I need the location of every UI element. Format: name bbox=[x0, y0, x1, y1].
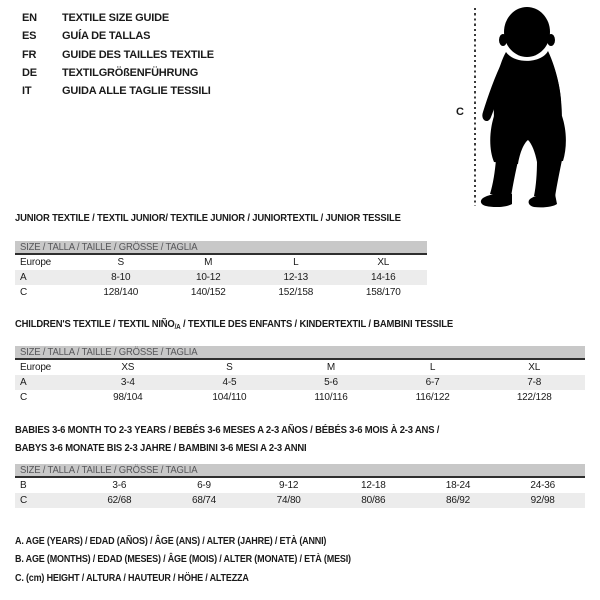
table-row bbox=[15, 285, 427, 300]
table-cell: Europe bbox=[20, 257, 52, 268]
table-cell: 74/80 bbox=[276, 495, 301, 506]
table-cell: 158/170 bbox=[365, 287, 401, 298]
table-cell: 6-7 bbox=[425, 377, 440, 388]
table-row bbox=[15, 255, 427, 270]
table-cell: L bbox=[429, 362, 436, 373]
table-cell: 5-6 bbox=[324, 377, 338, 388]
table-row bbox=[15, 478, 585, 493]
children-title-post: / TEXTILE DES ENFANTS / KINDERTEXTIL / BAMBINI TESSILE bbox=[180, 318, 453, 330]
table-cell: 110/116 bbox=[314, 392, 348, 403]
table-cell: A bbox=[20, 272, 27, 283]
table-cell: 12-18 bbox=[361, 480, 386, 491]
table-cell: 86/92 bbox=[445, 495, 470, 506]
babies-title-line2: BABYS 3-6 MONATE BIS 2-3 JAHRE / BAMBINI 3-6 MESI A 2-3 ANNI bbox=[15, 442, 307, 454]
language-code: DE bbox=[22, 66, 37, 79]
size-header-label: SIZE / TALLA / TAILLE / GRÖSSE / TAGLIA bbox=[20, 242, 198, 253]
table-cell: XL bbox=[528, 362, 541, 373]
language-row-de bbox=[22, 64, 214, 82]
size-header-bar bbox=[15, 241, 427, 255]
table-cell: 3-4 bbox=[120, 377, 135, 388]
table-cell: B bbox=[20, 480, 27, 491]
table-cell: 98/104 bbox=[113, 392, 143, 403]
footnote-b: B. AGE (MONTHS) / EDAD (MESES) / ÂGE (MOIS) / ALTER (MONATE) / ETÀ (MESI) bbox=[15, 554, 351, 566]
table-cell: 116/122 bbox=[415, 392, 450, 403]
table-cell: 14-16 bbox=[370, 272, 396, 283]
language-code: EN bbox=[22, 12, 37, 24]
table-cell: S bbox=[226, 362, 233, 373]
children-table-title bbox=[15, 318, 453, 331]
junior-table-title: JUNIOR TEXTILE / TEXTIL JUNIOR/ TEXTILE JUNIOR / JUNIORTEXTIL / JUNIOR TESSILE bbox=[15, 212, 401, 224]
babies-title-line1: BABIES 3-6 MONTH TO 2-3 YEARS / BEBÉS 3-6 MESES A 2-3 AÑOS / BÉBÉS 3-6 MOIS À 2-3 ANS / bbox=[15, 424, 440, 436]
table-cell: 7-8 bbox=[527, 377, 542, 388]
table-cell: C bbox=[20, 287, 28, 298]
language-list bbox=[22, 9, 214, 100]
measure-label-c: C bbox=[456, 106, 464, 118]
table-cell: L bbox=[293, 257, 299, 268]
table-row bbox=[15, 390, 585, 405]
table-cell: 128/140 bbox=[103, 287, 139, 298]
table-cell: S bbox=[117, 257, 124, 268]
toddler-silhouette-icon bbox=[479, 4, 580, 210]
table-cell: 140/152 bbox=[190, 287, 226, 298]
table-row bbox=[15, 493, 585, 508]
table-cell: 8-10 bbox=[111, 272, 131, 283]
footnote-a: A. AGE (YEARS) / EDAD (AÑOS) / ÂGE (ANS) / ALTER (JAHRE) / ETÀ (ANNI) bbox=[15, 536, 327, 547]
table-cell: 24-36 bbox=[530, 480, 555, 491]
table-cell: XL bbox=[377, 257, 390, 268]
size-table-junior bbox=[15, 241, 427, 300]
footnote-c: C. (cm) HEIGHT / ALTURA / HAUTEUR / HÖHE / ALTEZZA bbox=[15, 572, 249, 584]
language-title: TEXTILE SIZE GUIDE bbox=[62, 12, 170, 24]
table-cell: 92/98 bbox=[530, 495, 555, 506]
table-cell: 68/74 bbox=[191, 495, 216, 506]
language-title: GUÍA DE TALLAS bbox=[62, 30, 151, 43]
table-cell: 6-9 bbox=[197, 480, 211, 491]
babies-table-title bbox=[15, 421, 439, 457]
table-cell: 122/128 bbox=[516, 392, 552, 403]
table-cell: C bbox=[20, 392, 28, 403]
table-cell: 104/110 bbox=[212, 392, 247, 403]
children-title-pre: CHILDREN'S TEXTILE / TEXTIL NIÑO bbox=[15, 318, 175, 330]
language-row-en bbox=[22, 9, 214, 27]
language-row-fr bbox=[22, 46, 214, 64]
language-title: GUIDE DES TAILLES TEXTILE bbox=[62, 48, 214, 61]
table-cell: 4-5 bbox=[222, 377, 237, 388]
table-cell: M bbox=[204, 257, 213, 268]
table-cell: XS bbox=[121, 362, 135, 373]
table-cell: C bbox=[20, 495, 28, 506]
table-cell: 152/158 bbox=[278, 287, 314, 298]
footnotes bbox=[15, 533, 388, 588]
table-cell: M bbox=[326, 362, 336, 373]
language-code: IT bbox=[22, 85, 32, 98]
language-code: ES bbox=[22, 30, 37, 43]
size-header-bar bbox=[15, 464, 585, 478]
children-title-sub: /A bbox=[174, 324, 181, 331]
size-header-label: SIZE / TALLA / TAILLE / GRÖSSE / TAGLIA bbox=[20, 347, 198, 358]
size-header-label: SIZE / TALLA / TAILLE / GRÖSSE / TAGLIA bbox=[20, 465, 198, 476]
size-table-children bbox=[15, 346, 585, 405]
language-title: GUIDA ALLE TAGLIE TESSILI bbox=[62, 85, 211, 98]
table-cell: A bbox=[20, 377, 27, 388]
size-header-bar bbox=[15, 346, 585, 360]
language-title: TEXTILGRÖßENFÜHRUNG bbox=[62, 66, 199, 79]
table-cell: 3-6 bbox=[112, 480, 127, 491]
table-cell: 62/68 bbox=[107, 495, 132, 506]
language-row-es bbox=[22, 27, 214, 45]
language-code: FR bbox=[22, 48, 37, 61]
table-cell: 10-12 bbox=[195, 272, 221, 283]
table-cell: 12-13 bbox=[283, 272, 309, 283]
height-measure-line bbox=[474, 8, 476, 206]
size-table-babies bbox=[15, 464, 585, 508]
table-cell: Europe bbox=[20, 362, 52, 373]
table-cell: 80/86 bbox=[361, 495, 386, 506]
language-row-it bbox=[22, 82, 214, 100]
table-row bbox=[15, 375, 585, 390]
table-cell: 9-12 bbox=[279, 480, 299, 491]
table-row bbox=[15, 360, 585, 375]
table-cell: 18-24 bbox=[445, 480, 471, 491]
table-row bbox=[15, 270, 427, 285]
